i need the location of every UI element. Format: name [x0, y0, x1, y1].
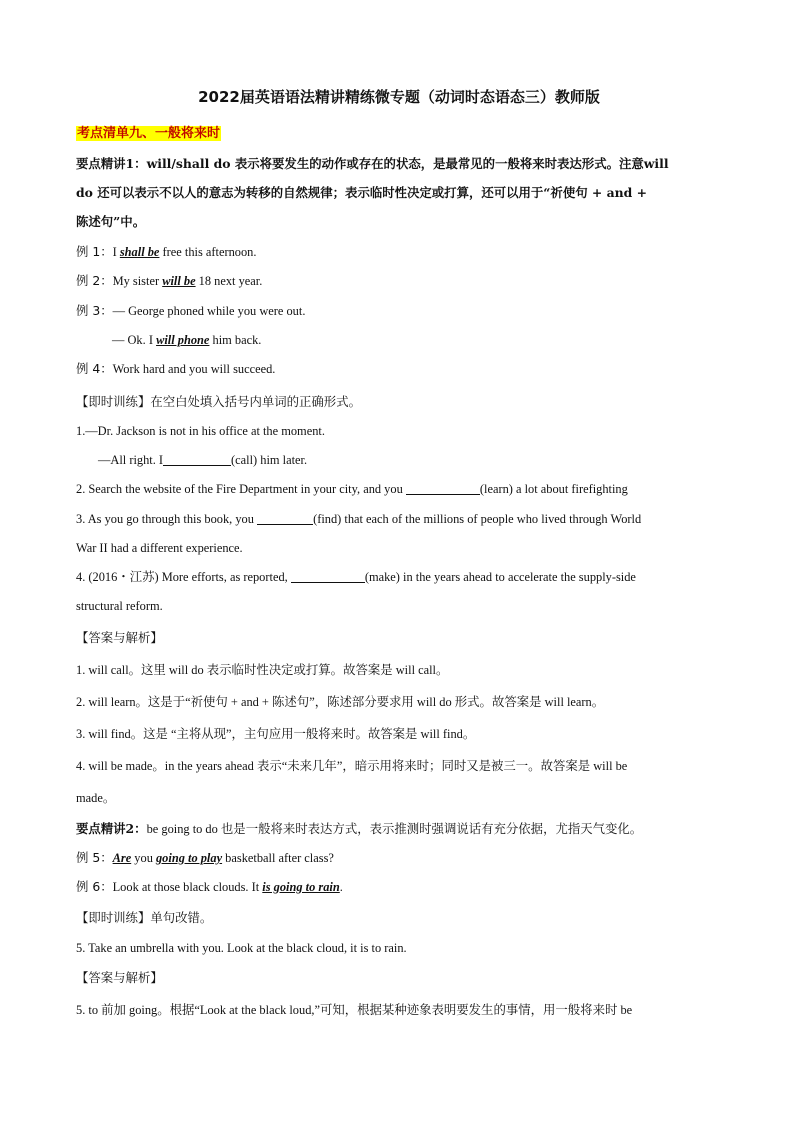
example-text: My sister	[112, 274, 163, 288]
question-5: 5. Take an umbrella with you. Look at the black cloud, it is to rain.	[76, 941, 407, 955]
question-text: (make) in the years ahead to accelerate the supply-side	[364, 570, 636, 584]
example-2	[76, 272, 262, 290]
answer-blank[interactable]	[163, 453, 231, 466]
example-label: 例 4：	[76, 361, 113, 376]
answer-1: 1. will call。这里 will do 表示临时性决定或打算。故答案是 will call。	[76, 663, 449, 677]
question-text: 3. As you go through this book, you	[76, 512, 258, 526]
example-6	[76, 878, 343, 896]
point2-label: 要点精讲2：	[76, 821, 147, 836]
point1-line1	[76, 155, 669, 173]
answer-2: 2. will learn。这是于“祈使句 + and + 陈述句”，陈述部分要求用 will do 形式。故答案是 will learn。	[76, 695, 605, 709]
example-label: 例 2：	[76, 273, 113, 288]
example-text: basketball after class?	[222, 851, 334, 865]
question-text: (learn) a lot about firefighting	[479, 482, 628, 496]
answer-4-cont: made。	[76, 791, 116, 805]
example-text: I	[112, 245, 120, 259]
example-emphasis: will phone	[156, 333, 210, 347]
answer-blank[interactable]	[406, 482, 480, 495]
question-text: —All right. I	[98, 453, 164, 467]
example-text: 18 next year.	[195, 274, 263, 288]
example-3-reply	[112, 331, 261, 349]
answer-3: 3. will find。这是 “主将从现”，主句应用一般将来时。故答案是 will find。	[76, 727, 476, 741]
example-text: Work hard and you will succeed.	[112, 362, 276, 376]
page-title: 2022届英语语法精讲精练微专题（动词时态语态三）教师版	[198, 88, 600, 106]
point2-line	[76, 820, 642, 838]
answers-2-title: 【答案与解析】	[76, 970, 163, 985]
point2-text: be going to do 也是一般将来时表达方式，表示推测时强调说话有充分依据，尤指天气变化。	[146, 822, 643, 836]
example-text: you	[131, 851, 156, 865]
point1-label: 要点精讲1：	[76, 156, 147, 171]
question-3-cont: War II had a different experience.	[76, 541, 243, 555]
question-4-cont: structural reform.	[76, 599, 163, 613]
example-text: him back.	[209, 333, 262, 347]
example-5	[76, 849, 334, 867]
example-label: 例 1：	[76, 244, 113, 259]
question-1-reply	[98, 451, 307, 469]
question-1: 1.—Dr. Jackson is not in his office at the moment.	[76, 424, 325, 438]
question-4	[76, 568, 636, 586]
question-text: (find) that each of the millions of people who lived through World	[313, 512, 642, 526]
question-text: 4. (2016・江苏) More efforts, as reported,	[76, 570, 291, 584]
example-1	[76, 243, 256, 261]
example-text: — Ok. I	[112, 333, 157, 347]
example-label: 例 3：	[76, 303, 113, 318]
example-emphasis: will be	[162, 274, 196, 288]
example-text: .	[339, 880, 343, 894]
point1-line3: 陈述句”中。	[76, 214, 146, 229]
example-emphasis: is going to rain	[262, 880, 340, 894]
section-heading	[76, 124, 221, 143]
practice-2-title: 【即时训练】单句改错。	[76, 910, 213, 925]
answer-4: 4. will be made。in the years ahead 表示“未来几年”，暗示用将来时；同时又是被三一。故答案是 will be	[76, 759, 628, 773]
answer-blank[interactable]	[291, 570, 365, 583]
section-heading-text: 考点清单九、一般将来时	[77, 126, 221, 141]
answers-1-title: 【答案与解析】	[76, 630, 163, 645]
point1-text: will/shall do 表示将要发生的动作或存在的状态，是最常见的一般将来时表达形式。注意will	[146, 156, 669, 171]
answer-blank[interactable]	[257, 512, 313, 525]
answer-5: 5. to 前加 going。根据“Look at the black loud,”可知，根据某种迹象表明要发生的事情，用一般将来时 be	[76, 1003, 633, 1017]
example-text: — George phoned while you were out.	[112, 304, 306, 318]
point1-line2: do 还可以表示不以人的意志为转移的自然规律；表示临时性决定或打算，还可以用于“祈使句 + and +	[76, 185, 648, 200]
question-2	[76, 480, 628, 498]
question-text: 2. Search the website of the Fire Department in your city, and you	[76, 482, 406, 496]
example-text: Look at those black clouds. It	[112, 880, 263, 894]
example-emphasis: shall be	[119, 245, 160, 259]
example-label: 例 5：	[76, 850, 113, 865]
practice-1-title: 【即时训练】在空白处填入括号内单词的正确形式。	[76, 394, 361, 409]
example-emphasis: going to play	[155, 851, 223, 865]
example-3	[76, 302, 305, 320]
question-text: (call) him later.	[231, 453, 308, 467]
question-3	[76, 510, 641, 528]
example-4	[76, 360, 275, 378]
example-label: 例 6：	[76, 879, 113, 894]
example-text: free this afternoon.	[159, 245, 257, 259]
example-emphasis: Are	[112, 851, 132, 865]
